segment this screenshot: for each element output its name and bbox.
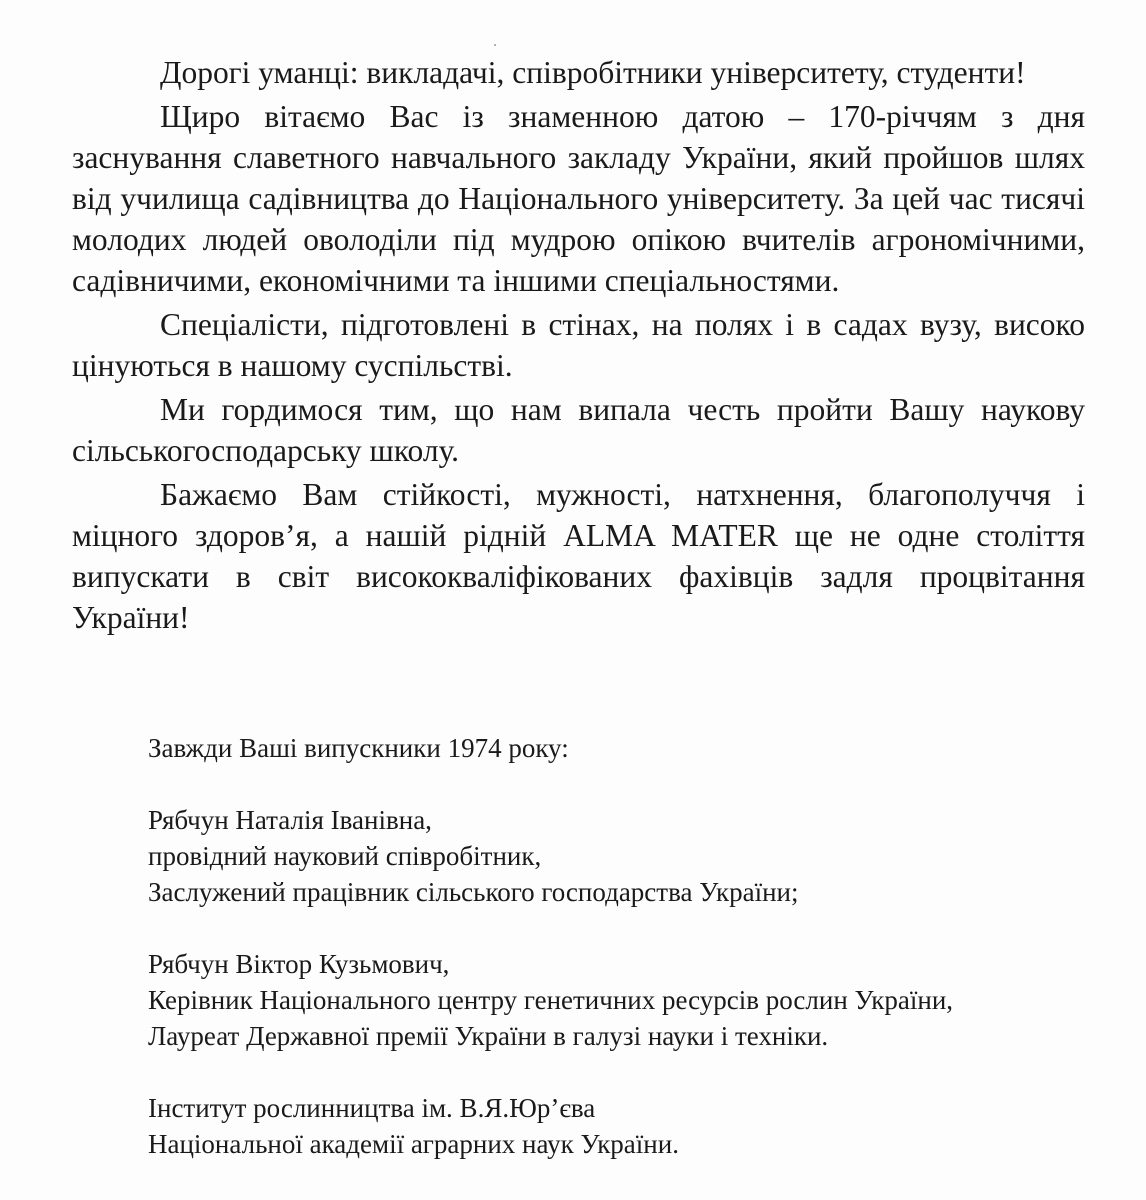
signer1-title: Заслужений працівник сільського господарства України; [148, 877, 799, 907]
congratulation-paragraph: Щиро вітаємо Вас із знаменною датою – 170-річчям з дня заснування славетного навчального закладу України, який пройшов шлях від училища садівництва до Національного університету. За цей час тисячі молодих людей оволоділи під мудрою опікою вчителів агрономічними, садівничими, економічними та іншими спеціальностями. [72, 99, 1085, 298]
signer1-name: Рябчун Наталія Іванівна, [148, 805, 432, 835]
signoff-block [148, 730, 1108, 1162]
specialists-paragraph: Спеціалісти, підготовлені в стінах, на полях і в садах вузу, високо цінуються в нашому суспільстві. [72, 307, 1085, 383]
signer1-position: провідний науковий співробітник, [148, 841, 542, 871]
scan-speck [494, 44, 496, 46]
closing-line: Завжди Ваші випускники 1974 року: [148, 733, 569, 763]
greeting-paragraph: Дорогі уманці: викладачі, співробітники університету, студенти! [160, 55, 1026, 90]
wishes-paragraph: Бажаємо Вам стійкості, мужності, натхнення, благополуччя і міцного здоров’я, а нашій рідній ALMA MATER ще не одне століття випускати в світ висококваліфікованих фахівців задля процвітання України! [72, 477, 1085, 635]
signer2-title: Лауреат Державної премії України в галузі науки і техніки. [148, 1021, 829, 1051]
spacer [148, 910, 1108, 946]
institution-line1: Інститут рослинництва ім. В.Я.Юр’єва [148, 1093, 596, 1123]
letter-body [72, 52, 1085, 641]
institution-line2: Національної академії аграрних наук України. [148, 1129, 679, 1159]
spacer [148, 1054, 1108, 1090]
spacer [148, 766, 1108, 802]
signer2-position: Керівник Національного центру генетичних ресурсів рослин України, [148, 985, 954, 1015]
signer2-name: Рябчун Віктор Кузьмович, [148, 949, 450, 979]
pride-paragraph: Ми гордимося тим, що нам випала честь пройти Вашу наукову сільськогосподарську школу. [72, 392, 1085, 468]
